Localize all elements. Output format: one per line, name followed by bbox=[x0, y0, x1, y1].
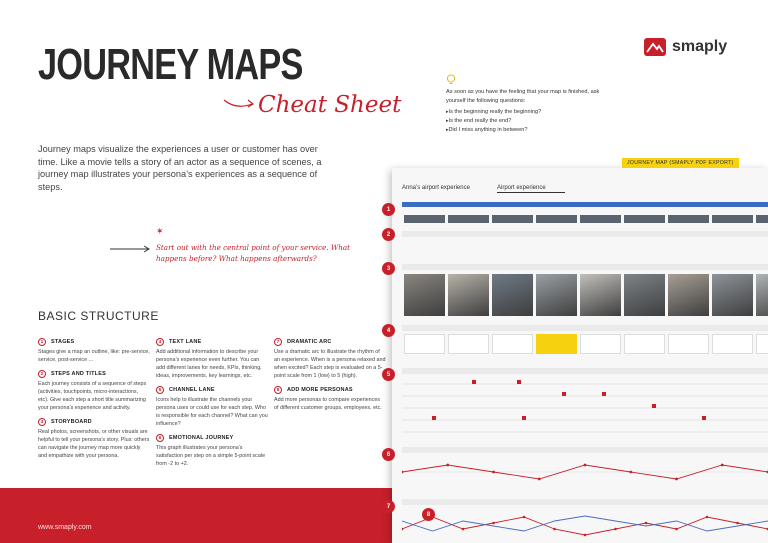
marker-badge: 2 bbox=[382, 228, 395, 241]
step-cell[interactable] bbox=[448, 215, 489, 223]
emotion-point bbox=[629, 471, 632, 474]
text-lane-cell bbox=[668, 334, 709, 354]
item-title: STEPS AND TITLES bbox=[51, 371, 106, 377]
number-badge: 3 bbox=[38, 418, 46, 426]
page-title: JOURNEY MAPS bbox=[38, 40, 303, 89]
lane-header bbox=[402, 447, 768, 453]
item-body: Real photos, screenshots, or other visuals are helpful to tell your persona’s story. Plus: others can navigate the journey map more quickly and empathize with your persona. bbox=[38, 429, 150, 459]
storyboard-photo bbox=[756, 274, 768, 316]
emotion-point bbox=[721, 464, 724, 467]
example-journey-map bbox=[392, 168, 768, 543]
marker-badge: 6 bbox=[382, 448, 395, 461]
emotion-point bbox=[446, 464, 449, 467]
arc-curve bbox=[402, 517, 768, 535]
channel-lane bbox=[402, 376, 768, 442]
step-cell[interactable] bbox=[404, 215, 445, 223]
arc-point bbox=[584, 534, 587, 537]
step-cell[interactable] bbox=[536, 215, 577, 223]
structure-item-dramatic-arc bbox=[274, 338, 386, 380]
item-body: Use a dramatic arc to illustrate the rhythm of an experience. When is a persona relaxed and when excited? Each step is evaluated on a 5-point scale from 1 (low) to 5 (high). bbox=[274, 349, 386, 379]
sparkle-icon: ✶ bbox=[156, 226, 164, 236]
hint-text: Start out with the central point of your service. What happens before? What happens afterwards? bbox=[156, 243, 351, 263]
emotional-journey-chart bbox=[402, 455, 768, 489]
emotion-point bbox=[402, 471, 403, 474]
marker-badge: 1 bbox=[382, 203, 395, 216]
storyboard-photo bbox=[404, 274, 445, 316]
stage-bar bbox=[402, 202, 768, 207]
item-title: TEXT LANE bbox=[169, 339, 202, 345]
item-body: Add more personas to compare experiences of different customer groups, employees, etc. bbox=[274, 397, 382, 411]
marker-badge: 8 bbox=[422, 508, 435, 521]
arc-point bbox=[492, 522, 495, 525]
item-title: EMOTIONAL JOURNEY bbox=[169, 435, 234, 441]
text-lane-cell bbox=[580, 334, 621, 354]
arc-point bbox=[736, 522, 739, 525]
arc-point bbox=[523, 516, 526, 519]
marker-badge: 3 bbox=[382, 262, 395, 275]
journey-tab[interactable]: Airport experience bbox=[497, 185, 565, 193]
structure-item-channel-lane bbox=[156, 386, 268, 428]
number-badge: 6 bbox=[156, 434, 164, 442]
structure-column-1 bbox=[38, 338, 150, 466]
text-lane-cell bbox=[712, 334, 753, 354]
number-badge: 1 bbox=[38, 338, 46, 346]
step-cell[interactable] bbox=[492, 215, 533, 223]
tip-question: ▸ Is the end really the end? bbox=[446, 117, 616, 126]
page-subtitle: Cheat Sheet bbox=[258, 92, 402, 118]
export-label: JOURNEY MAP (SMAPLY PDF EXPORT) bbox=[622, 158, 739, 168]
arc-point bbox=[614, 528, 617, 531]
section-heading: BASIC STRUCTURE bbox=[38, 309, 159, 323]
number-badge: 5 bbox=[156, 386, 164, 394]
tip-box bbox=[446, 88, 616, 135]
emotion-point bbox=[492, 471, 495, 474]
arc-point bbox=[706, 516, 709, 519]
lightbulb-icon bbox=[446, 74, 456, 85]
emotion-point bbox=[675, 478, 678, 481]
storyboard-photo bbox=[668, 274, 709, 316]
item-title: CHANNEL LANE bbox=[169, 387, 215, 393]
emotion-point bbox=[538, 478, 541, 481]
item-body: Each journey consists of a sequence of steps (activities, touchpoints, micro-interactions, etc). Give each step a short title summarizing your persona’s experience and activity. bbox=[38, 381, 147, 411]
item-title: STORYBOARD bbox=[51, 419, 92, 425]
item-body: Add additional information to describe your persona’s experience even further. You can add different lanes for needs, KPIs, thinking, ideas, improvements, key learnings, etc. bbox=[156, 349, 262, 379]
lane-header bbox=[402, 325, 768, 331]
tip-lead: As soon as you have the feeling that your map is finished, ask yourself the following questions: bbox=[446, 89, 600, 104]
marker-badge: 5 bbox=[382, 368, 395, 381]
arc-point bbox=[553, 528, 556, 531]
text-lane-cell bbox=[756, 334, 768, 354]
arc-point bbox=[675, 528, 678, 531]
footer-link[interactable]: www.smaply.com bbox=[38, 524, 92, 531]
step-cell[interactable] bbox=[756, 215, 768, 223]
mountain-logo-icon bbox=[644, 38, 666, 56]
step-cell[interactable] bbox=[580, 215, 621, 223]
storyboard-photo bbox=[536, 274, 577, 316]
text-lane-cell bbox=[624, 334, 665, 354]
tip-question: ▸ Did I miss anything in between? bbox=[446, 126, 616, 135]
structure-item-stages bbox=[38, 338, 150, 364]
lane-header bbox=[402, 499, 768, 505]
lane-header bbox=[402, 368, 768, 374]
arrow-right-icon bbox=[110, 245, 152, 253]
structure-item-text-lane bbox=[156, 338, 268, 380]
curved-arrow-icon bbox=[222, 96, 258, 110]
item-title: STAGES bbox=[51, 339, 75, 345]
number-badge: 7 bbox=[274, 338, 282, 346]
persona-tab[interactable]: Anna’s airport experience bbox=[402, 185, 470, 191]
number-badge: 4 bbox=[156, 338, 164, 346]
item-title: DRAMATIC ARC bbox=[287, 339, 332, 345]
tip-questions bbox=[446, 108, 616, 135]
structure-column-2 bbox=[156, 338, 268, 474]
structure-column-3 bbox=[274, 338, 386, 418]
structure-item-emotional-journey bbox=[156, 434, 268, 468]
brand-logo[interactable] bbox=[644, 38, 727, 56]
storyboard-photo bbox=[712, 274, 753, 316]
text-lane-cell bbox=[536, 334, 577, 354]
item-body: Icons help to illustrate the channels your persona uses or could use for each step. Who is responsible for each channel? What can you influence? bbox=[156, 397, 268, 427]
dramatic-arc-chart bbox=[402, 507, 768, 543]
text-lane-cell bbox=[492, 334, 533, 354]
intro-paragraph: Journey maps visualize the experiences a user or customer has over time. Like a movie tells a story of an actor as a sequence of scenes, a journey map illustrates your persona’s experiences as a sequence of steps. bbox=[38, 144, 322, 192]
emotion-point bbox=[584, 464, 587, 467]
structure-item-add-personas bbox=[274, 386, 386, 412]
lane-header bbox=[402, 264, 768, 270]
arc-point bbox=[645, 522, 648, 525]
number-badge: 2 bbox=[38, 370, 46, 378]
storyboard-photo bbox=[580, 274, 621, 316]
arc-point bbox=[462, 528, 465, 531]
step-cell[interactable] bbox=[712, 215, 753, 223]
structure-item-storyboard bbox=[38, 418, 150, 460]
text-lane-cell bbox=[448, 334, 489, 354]
storyboard-photo bbox=[492, 274, 533, 316]
item-body: Stages give a map an outline, like: pre-service, service, post-service ... bbox=[38, 349, 150, 363]
number-badge: 8 bbox=[274, 386, 282, 394]
brand-name: smaply bbox=[672, 38, 728, 55]
tip-question: ▸ Is the beginning really the beginning? bbox=[446, 108, 616, 117]
storyboard-photo bbox=[624, 274, 665, 316]
step-cell[interactable] bbox=[668, 215, 709, 223]
marker-badge: 4 bbox=[382, 324, 395, 337]
marker-badge: 7 bbox=[382, 500, 395, 513]
storyboard-photo bbox=[448, 274, 489, 316]
lane-header bbox=[402, 231, 768, 237]
item-title: ADD MORE PERSONAS bbox=[287, 387, 353, 393]
structure-item-steps bbox=[38, 370, 150, 412]
item-body: This graph illustrates your persona’s satisfaction per step on a simple 5-point scale from -2 to +2. bbox=[156, 445, 266, 467]
step-cell[interactable] bbox=[624, 215, 665, 223]
text-lane-cell bbox=[404, 334, 445, 354]
